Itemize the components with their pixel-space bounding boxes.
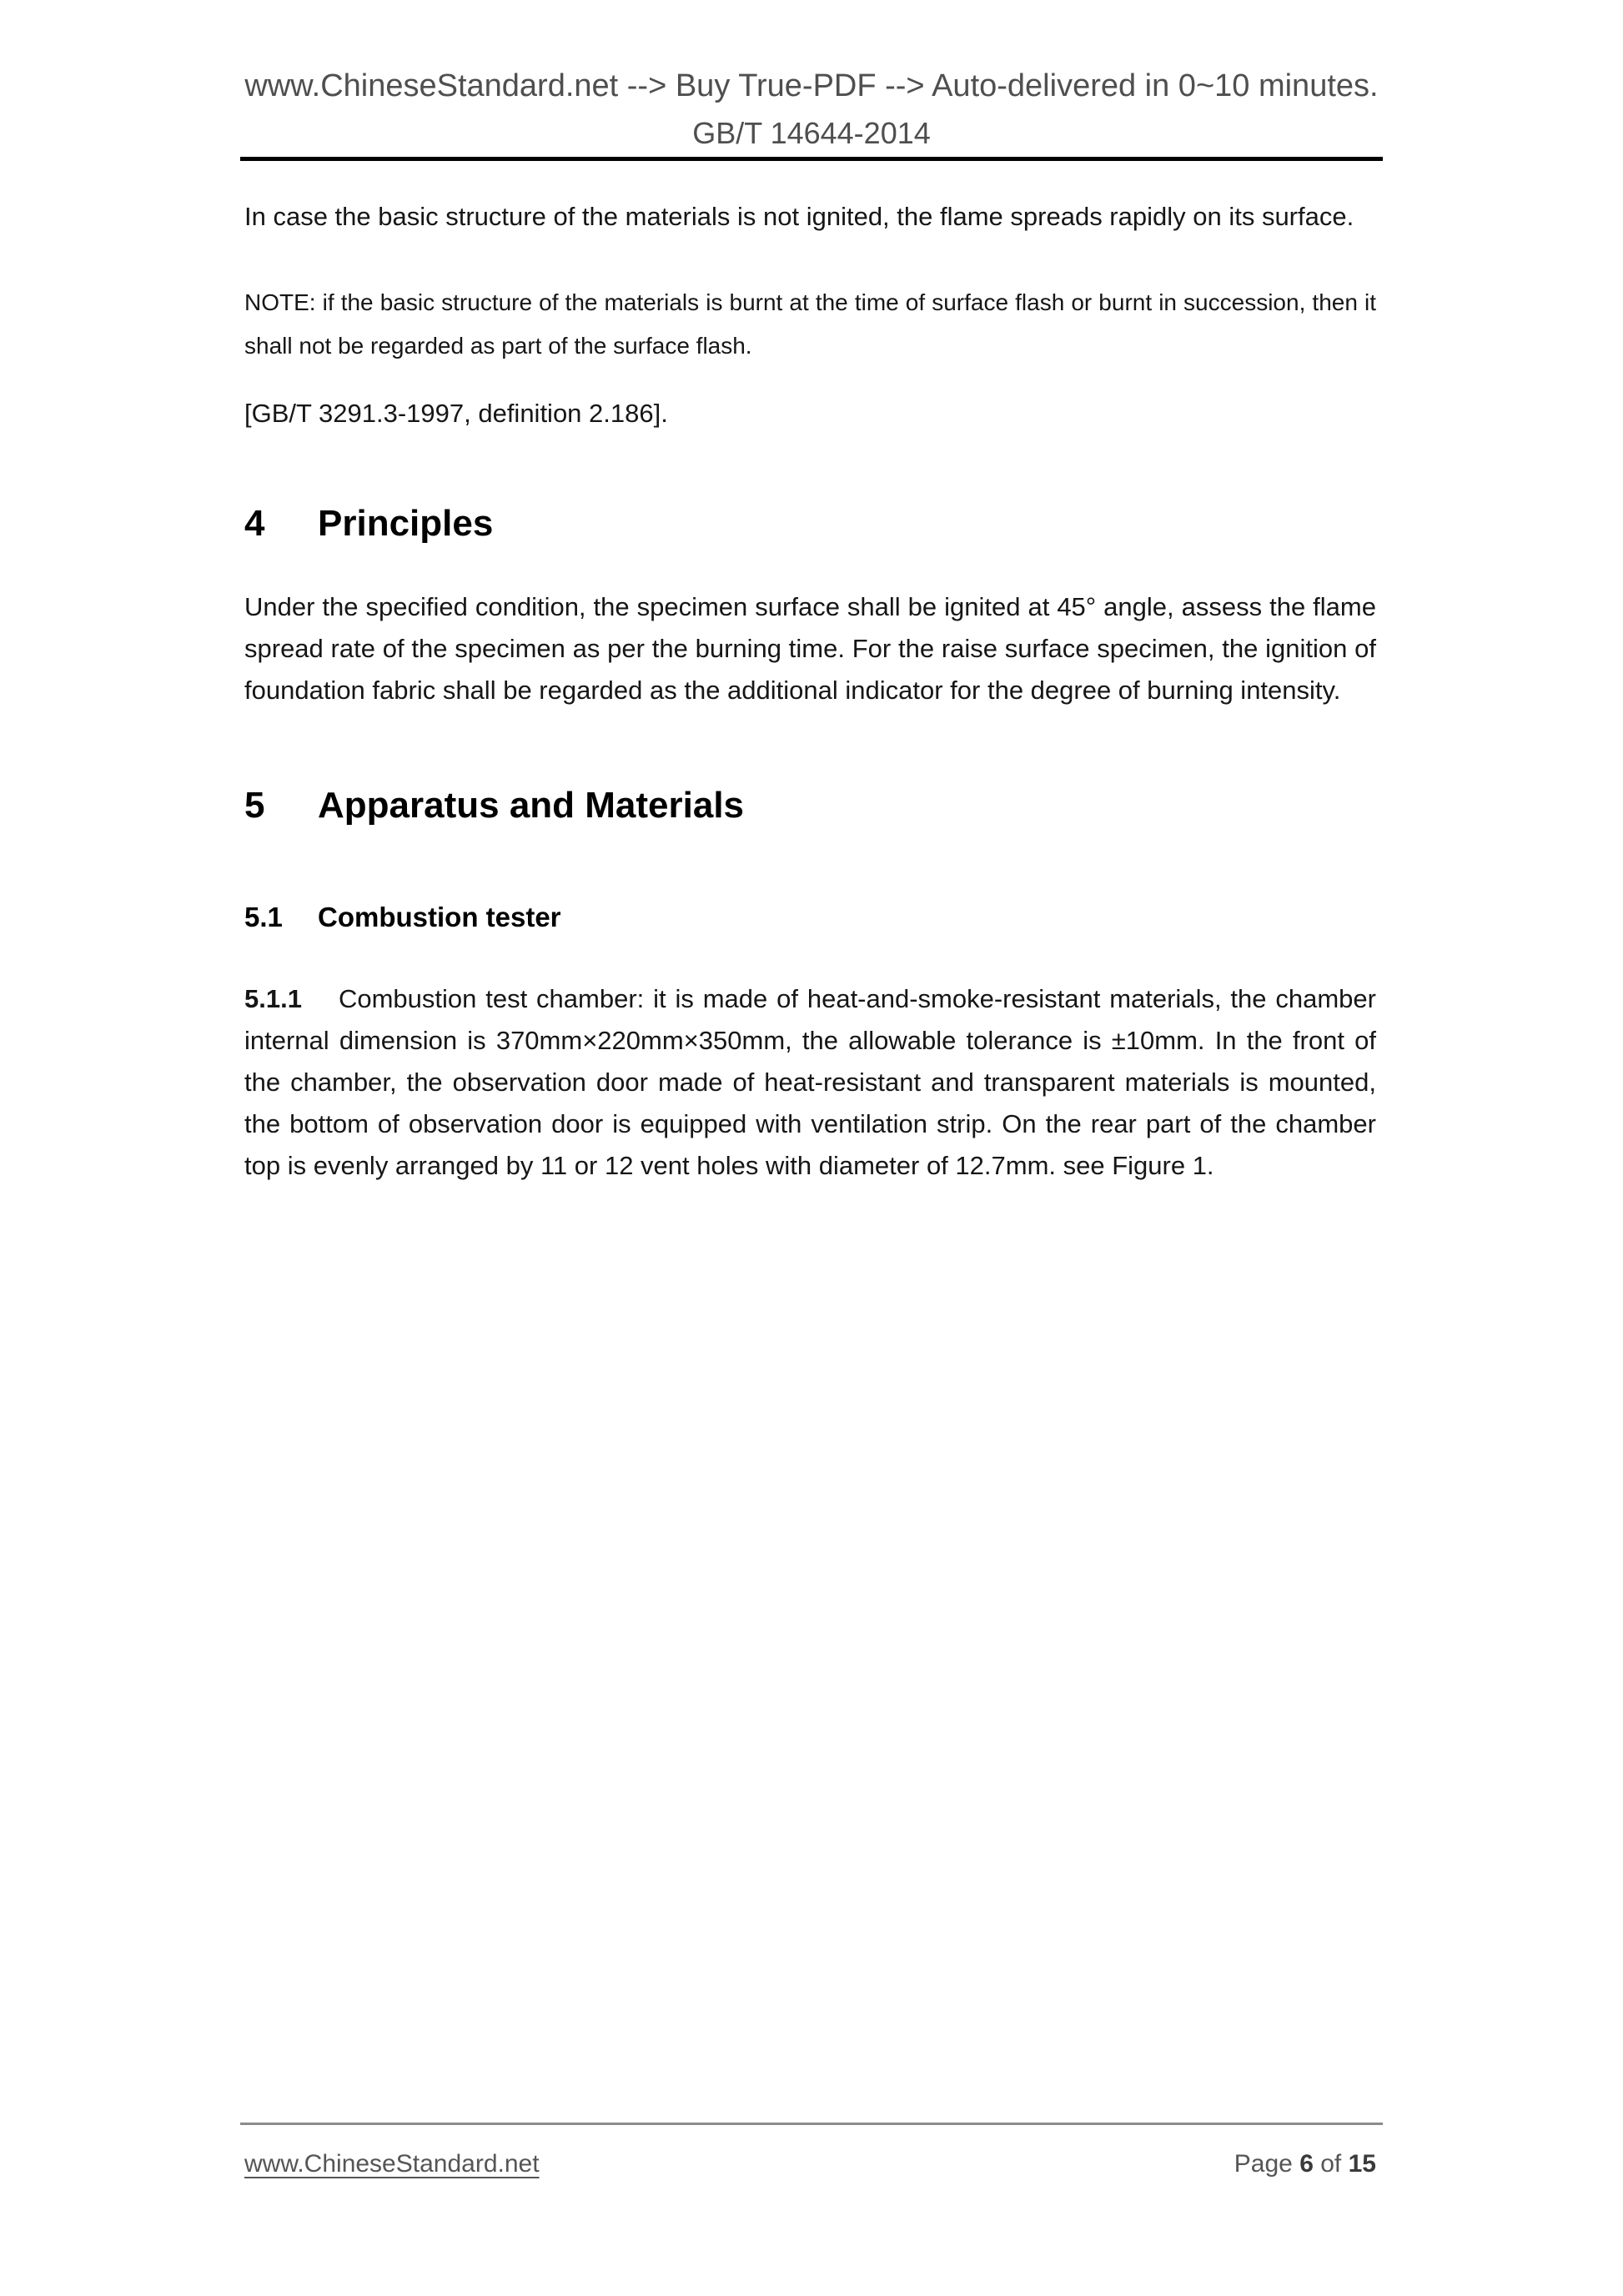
section-4-paragraph: Under the specified condition, the specimen surface shall be ignited at 45° angle, assess the flame spread rate of the specimen as per the burning time. For the raise surface specimen, the ignition of foundation fabric shall be regarded as the additional indicator for the degree of burning intensity. xyxy=(244,592,1376,705)
section-5-heading xyxy=(244,783,1376,828)
section-5-1-heading xyxy=(244,900,1376,935)
section-5-1-number: 5.1 xyxy=(244,902,283,932)
header-tagline: www.ChineseStandard.net --> Buy True-PDF --> Auto-delivered in 0~10 minutes. xyxy=(244,68,1379,103)
page-indicator xyxy=(1234,2148,1376,2180)
reference-paragraph: [GB/T 3291.3-1997, definition 2.186]. xyxy=(244,399,668,428)
intro-paragraph: In case the basic structure of the materials is not ignited, the flame spreads rapidly on its surface. xyxy=(244,202,1354,231)
clause-number: 5.1.1 xyxy=(244,984,302,1013)
section-5-1-1-paragraph xyxy=(244,978,1376,1187)
section-5-number: 5 xyxy=(244,785,265,826)
section-5-1-title: Combustion tester xyxy=(318,902,561,932)
footer-row xyxy=(244,2148,1376,2180)
section-5-title: Apparatus and Materials xyxy=(318,785,745,826)
doc-number: GB/T 14644-2014 xyxy=(692,116,931,150)
page-of: of xyxy=(1320,2150,1342,2178)
page-header xyxy=(0,0,1623,161)
section-4-number: 4 xyxy=(244,503,265,544)
section-4-title: Principles xyxy=(318,503,494,544)
footer-link[interactable]: www.ChineseStandard.net xyxy=(244,2150,540,2178)
page-current: 6 xyxy=(1299,2150,1314,2178)
header-rule xyxy=(240,157,1383,161)
page-footer xyxy=(0,2123,1623,2180)
section-4-heading xyxy=(244,501,1376,546)
page-label: Page xyxy=(1234,2150,1293,2178)
note-paragraph: NOTE: if the basic structure of the materials is burnt at the time of surface flash or burnt in succession, then it shall not be regarded as part of the surface flash. xyxy=(244,289,1376,359)
footer-rule xyxy=(240,2123,1383,2125)
clause-text: Combustion test chamber: it is made of heat-and-smoke-resistant materials, the chamber internal dimension is 370mm×220mm×350mm, the allowable tolerance is ±10mm. In the front of the chamber, the observation door made of heat-resistant and transparent materials is mounted, the bottom of observation door is equipped with ventilation strip. On the rear part of the chamber top is evenly arranged by 11 or 12 vent holes with diameter of 12.7mm. see Figure 1. xyxy=(244,984,1376,1180)
document-body xyxy=(244,196,1376,1187)
page-total: 15 xyxy=(1348,2150,1376,2178)
